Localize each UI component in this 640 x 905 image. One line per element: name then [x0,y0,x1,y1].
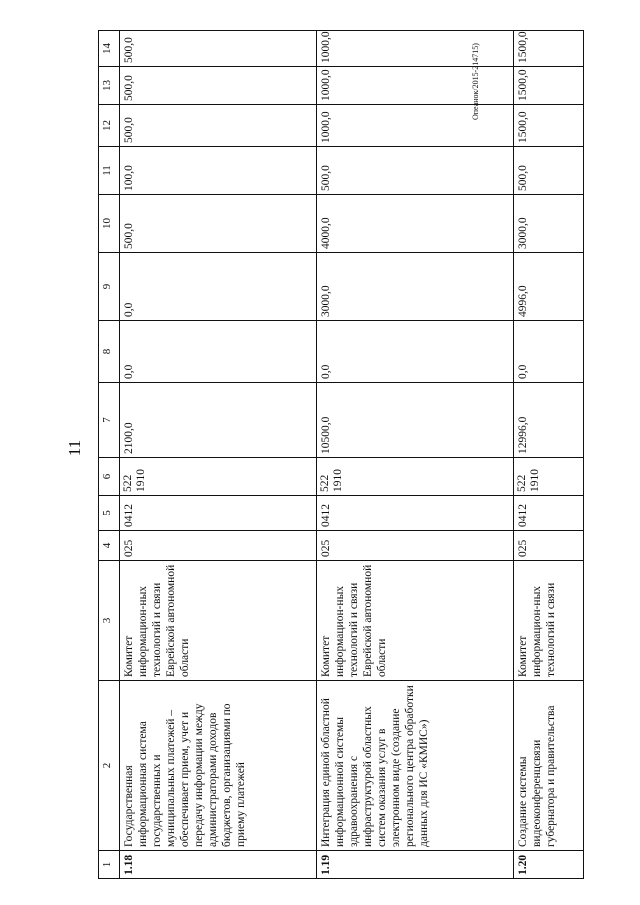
cell-c8: 0,0 [120,321,317,383]
row-name: Создание системы видеоконференцсвязи губернатора и правительства [514,681,584,851]
footer-document-code: Опеанок/2015-214715) [471,43,480,120]
cell-c12: 1000,0 [317,105,514,147]
cell-c6: 522 1910 [317,458,514,496]
cell-c8: 0,0 [317,321,514,383]
row-name: Интеграция единой областной информационной системы здравоохранения с инфраструктурой областных систем оказания услуг в электронном виде (создание регионального центра обработки данных для ИС «КМИС») [317,681,514,851]
cell-c10: 3000,0 [514,195,584,253]
program-table [98,30,584,879]
column-header: 8 [99,321,120,383]
column-header: 7 [99,383,120,458]
cell-c7: 12996,0 [514,383,584,458]
table-row [317,31,514,879]
table-row [514,31,584,879]
column-header: 5 [99,496,120,531]
cell-c11: 500,0 [317,147,514,195]
cell-c5: 0412 [317,496,514,531]
cell-c6: 522 1910 [120,458,317,496]
row-number: 1.18 [120,851,317,879]
column-header: 13 [99,67,120,105]
column-header: 1 [99,851,120,879]
cell-c4: 025 [120,531,317,561]
cell-c7: 2100,0 [120,383,317,458]
cell-c4: 025 [317,531,514,561]
cell-c10: 500,0 [120,195,317,253]
rotated-table [98,31,582,879]
cell-c14: 1000,0 [317,31,514,67]
cell-c11: 500,0 [514,147,584,195]
header-row [99,31,120,879]
column-header: 11 [99,147,120,195]
column-header: 14 [99,31,120,67]
cell-c13: 1000,0 [317,67,514,105]
column-header: 4 [99,531,120,561]
column-header: 10 [99,195,120,253]
cell-c11: 100,0 [120,147,317,195]
cell-c12: 1500,0 [514,105,584,147]
row-executor: Комитет информацион-ных технологий и связи Еврейской автономной области [120,561,317,681]
column-header: 6 [99,458,120,496]
cell-c7: 10500,0 [317,383,514,458]
cell-c9: 3000,0 [317,253,514,321]
column-header: 3 [99,561,120,681]
column-header: 9 [99,253,120,321]
cell-c5: 0412 [120,496,317,531]
cell-c14: 1500,0 [514,31,584,67]
cell-c10: 4000,0 [317,195,514,253]
cell-c8: 0,0 [514,321,584,383]
row-number: 1.19 [317,851,514,879]
cell-c6: 522 1910 [514,458,584,496]
cell-c5: 0412 [514,496,584,531]
cell-c4: 025 [514,531,584,561]
cell-c9: 4996,0 [514,253,584,321]
row-name: Государственная информационная система государственных и муниципальных платежей – обеспечивает прием, учет и передачу информации между администраторами доходов бюджетов, организациями по приему платежей [120,681,317,851]
row-executor: Комитет информацион-ных технологий и связи [514,561,584,681]
cell-c9: 0,0 [120,253,317,321]
table-row [120,31,317,879]
cell-c14: 500,0 [120,31,317,67]
row-number: 1.20 [514,851,584,879]
row-executor: Комитет информацион-ных технологий и связи Еврейской автономной области [317,561,514,681]
cell-c12: 500,0 [120,105,317,147]
page-number: 11 [65,439,84,457]
cell-c13: 500,0 [120,67,317,105]
column-header: 12 [99,105,120,147]
column-header: 2 [99,681,120,851]
cell-c13: 1500,0 [514,67,584,105]
